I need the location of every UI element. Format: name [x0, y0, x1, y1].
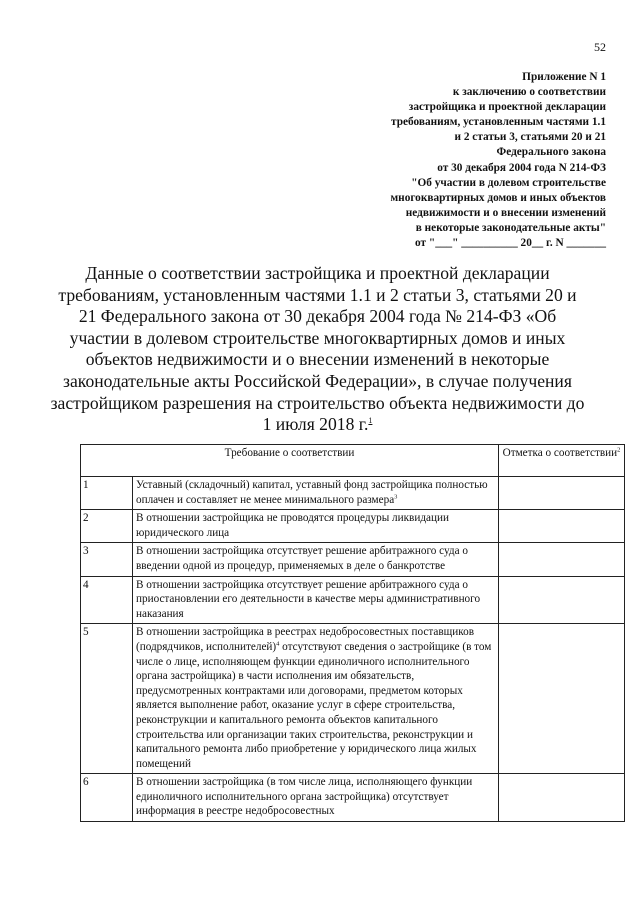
row-text-after: отсутствуют сведения о застройщике (в том числе о лице, исполняющем функции единоличного исполнительного органа застройщика) в части исполнения им обязательств, предусмотренных контрактами или договорами, предметом которых является выполнение работ, оказание услуг в сфере строительства, реконструкции и капитального ремонта объектов капитального строительства или организации таких строительства, реконструкции и капитального ремонта либо приобретение у юридического лица жилых помещений: [136, 640, 492, 770]
row-mark-cell[interactable]: [499, 774, 625, 822]
appendix-line: застройщика и проектной декларации: [408, 101, 606, 114]
row-number: 2: [81, 510, 133, 543]
appendix-line: Федерального закона: [496, 146, 606, 159]
row-footnote: 3: [394, 492, 398, 500]
appendix-line: в некоторые законодательные акты": [415, 221, 606, 234]
row-mark-cell[interactable]: [499, 576, 625, 624]
appendix-line: Приложение N 1: [522, 71, 606, 83]
document-title: [50, 263, 585, 436]
table-row: [81, 624, 625, 774]
row-text: В отношении застройщика отсутствует решение арбитражного суда о введении одной из процедур, применяемых в деле о банкротстве: [136, 545, 468, 572]
row-requirement: [133, 477, 499, 510]
row-number: 6: [81, 774, 133, 822]
header-mark-label: Отметка о соответствии: [502, 447, 618, 459]
appendix-line: от "___" __________ 20__ г. N _______: [415, 237, 606, 250]
row-requirement: [133, 576, 499, 624]
row-mark-cell[interactable]: [499, 510, 625, 543]
table-row: [81, 543, 625, 576]
header-mark-footnote: 2: [617, 446, 621, 454]
row-mark-cell[interactable]: [499, 543, 625, 576]
header-requirement: Требование о соответствии: [81, 445, 499, 477]
table-header-row: [81, 445, 625, 477]
appendix-line: "Об участии в долевом строительстве: [411, 176, 606, 189]
row-text: В отношении застройщика (в том числе лица, исполняющего функции единоличного исполнительного органа застройщика) отсутствует информация в реестре недобросовестных: [136, 776, 473, 818]
row-footnote: 4: [276, 640, 280, 648]
header-mark: [499, 445, 625, 477]
row-text: В отношении застройщика не проводятся процедуры ликвидации юридического лица: [136, 512, 449, 539]
appendix-line: многоквартирных домов и иных объектов: [390, 191, 606, 204]
appendix-line: от 30 декабря 2004 года N 214-ФЗ: [437, 161, 606, 174]
row-text: Уставный (складочный) капитал, уставный фонд застройщика полностью оплачен и составляет не менее минимального размера: [136, 479, 488, 506]
row-number: 3: [81, 543, 133, 576]
table-row: [81, 510, 625, 543]
row-requirement: [133, 510, 499, 543]
row-mark-cell[interactable]: [499, 624, 625, 774]
row-text-before: В отношении застройщика в реестрах недобросовестных поставщиков (подрядчиков, исполнителей): [136, 626, 474, 653]
row-mark-cell[interactable]: [499, 477, 625, 510]
row-requirement: [133, 774, 499, 822]
row-number: 5: [81, 624, 133, 774]
appendix-line: к заключению о соответствии: [452, 86, 606, 99]
requirements-table: [80, 444, 625, 822]
appendix-line: требованиям, установленным частями 1.1: [391, 116, 606, 129]
table-row: [81, 576, 625, 624]
table-row: [81, 477, 625, 510]
title-footnote-marker: 1: [368, 416, 373, 426]
title-text: Данные о соответствии застройщика и проектной декларации требованиям, установленным частями 1.1 и 2 статьи 3, статьями 20 и 21 Федерального закона от 30 декабря 2004 года № 214-ФЗ «Об участии в долевом строительстве многоквартирных домов и иных объектов недвижимости и о внесении изменений в некоторые законодательные акты Российской Федерации», в случае получения застройщиком разрешения на строительство объекта недвижимости до 1 июля 2018 г.: [50, 263, 585, 435]
row-requirement: [133, 543, 499, 576]
row-requirement: [133, 624, 499, 774]
row-number: 4: [81, 576, 133, 624]
appendix-line: и 2 статьи 3, статьями 20 и 21: [454, 131, 606, 144]
appendix-header: [286, 70, 606, 251]
row-number: 1: [81, 477, 133, 510]
page-number: 52: [594, 40, 606, 54]
row-text: В отношении застройщика отсутствует решение арбитражного суда о приостановлении его деятельности в качестве меры административного наказания: [136, 578, 481, 620]
appendix-line: недвижимости и о внесении изменений: [405, 206, 606, 219]
table-row: [81, 774, 625, 822]
